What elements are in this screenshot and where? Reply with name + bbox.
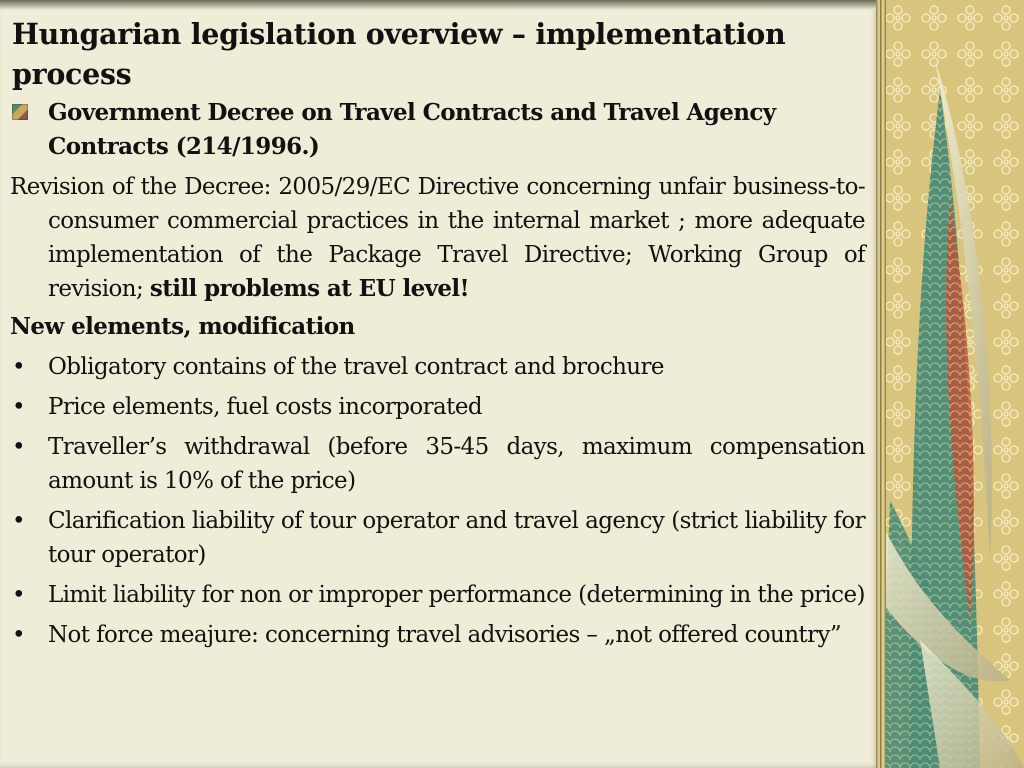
decree-text: Government Decree on Travel Contracts and Travel Agency Contracts (214/1996.) xyxy=(48,99,776,160)
bullet-icon: • xyxy=(12,354,25,380)
list-item xyxy=(10,390,865,424)
section-heading: New elements, modification xyxy=(10,313,355,340)
list-item-text: Price elements, fuel costs incorporated xyxy=(48,394,482,420)
list-item-text: Traveller’s withdrawal (before 35-45 days, maximum compensation amount is 10% of the price) xyxy=(48,434,865,494)
revision-bold-text: still problems at EU level! xyxy=(149,275,470,302)
slide-title: Hungarian legislation overview – implementation process xyxy=(12,17,786,91)
bullet-icon: • xyxy=(12,394,25,420)
square-bullet-icon xyxy=(12,104,28,120)
slide-content xyxy=(10,96,865,658)
decree-item xyxy=(10,96,865,164)
list-item xyxy=(10,350,865,384)
bullet-icon: • xyxy=(12,508,25,534)
bullet-icon: • xyxy=(12,434,25,460)
list-item-text: Limit liability for non or improper performance (determining in the price) xyxy=(48,582,865,608)
list-item xyxy=(10,618,865,652)
list-item xyxy=(10,430,865,498)
decorative-side-panel xyxy=(880,0,1024,768)
floral-pattern-decoration xyxy=(880,0,1024,768)
bullet-icon: • xyxy=(12,622,25,648)
bullet-list xyxy=(10,350,865,652)
list-item xyxy=(10,504,865,572)
bullet-icon: • xyxy=(12,582,25,608)
revision-text: Revision of the Decree: 2005/29/EC Directive concerning unfair business-to-consumer commercial practices in the internal market ; more adequate implementation of the Package Travel Directive; Working Group of revision; xyxy=(10,174,865,302)
list-item-text: Obligatory contains of the travel contract and brochure xyxy=(48,354,664,380)
top-shade xyxy=(0,0,880,10)
list-item xyxy=(10,578,865,612)
list-item-text: Clarification liability of tour operator and travel agency (strict liability for tour operator) xyxy=(48,508,865,568)
list-item-text: Not force meajure: concerning travel advisories – „not offered country” xyxy=(48,622,842,648)
revision-paragraph xyxy=(10,170,865,306)
